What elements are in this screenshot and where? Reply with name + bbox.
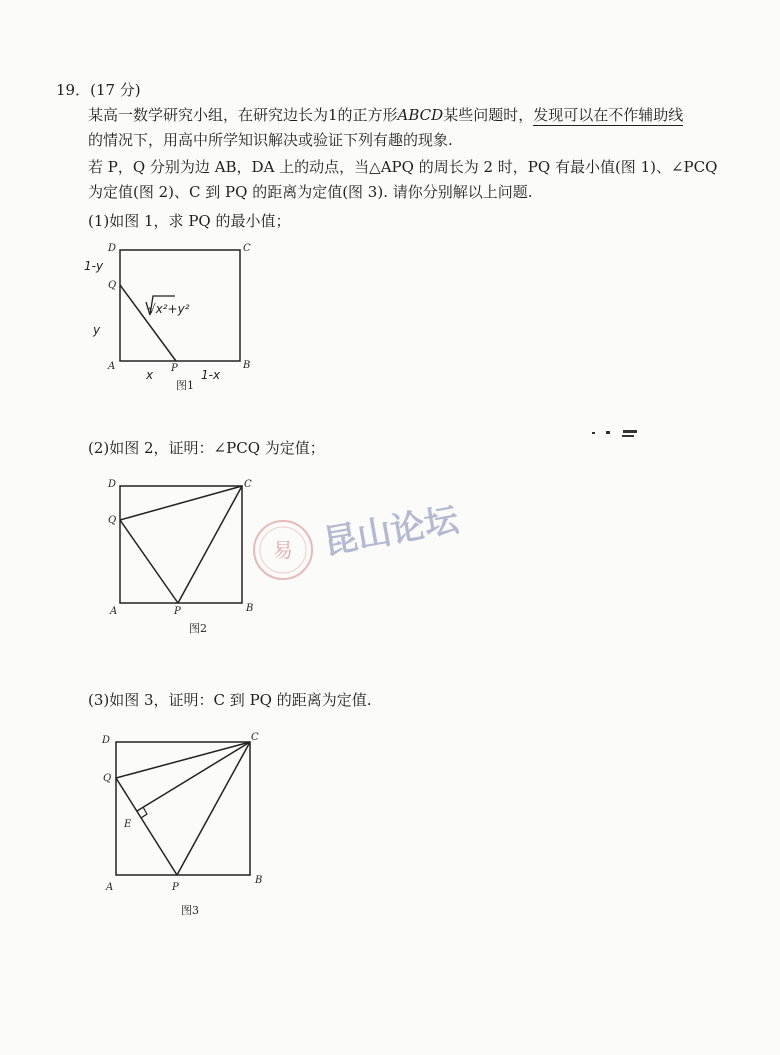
fig3-segment-qc [116,742,250,778]
watermark-seal-text: 易 [273,538,293,562]
part-1-text: (1)如图 1，求 PQ 的最小值； [88,212,291,230]
intro-text-c: 某些问题时， [443,106,534,124]
fig2-label-q: Q [108,515,117,526]
fig3-label-e: E [124,819,132,830]
fig2-segment-qp [120,520,178,603]
fig3-segment-pc [177,742,250,875]
figure-2 [120,486,242,603]
fig3-caption: 图3 [181,904,199,917]
fig1-hand-pb: 1-x [201,368,221,382]
fig1-label-q: Q [108,280,117,291]
part-2-text: (2)如图 2，证明：∠PCQ 为定值； [88,439,325,457]
fig1-label-p: P [171,363,178,374]
fig2-segment-pc [178,486,242,603]
figure-3 [116,742,250,875]
fig1-label-b: B [243,360,251,371]
fig3-label-q: Q [103,773,112,784]
fig1-label-d: D [108,243,117,254]
question-intro-line-2: 的情况下，用高中所学知识解决或验证下列有趣的现象. [88,131,453,149]
fig2-label-d: D [108,479,117,490]
fig3-segment-ce [137,742,250,811]
scan-specks [592,430,637,437]
intro-square-name: ABCD [397,106,444,124]
forum-watermark [254,500,462,579]
underlined-phrase: 发现可以在不作辅助线 [533,106,684,124]
fig2-segment-qc [120,486,242,520]
fig1-label-a: A [108,361,116,372]
fig3-label-d: D [102,735,111,746]
intro-text-a: 某高一数学研究小组，在研究边长为1的正方形 [88,106,398,124]
fig3-label-b: B [255,875,263,886]
fig2-label-b: B [246,603,254,614]
part-3-text: (3)如图 3，证明：C 到 PQ 的距离为定值. [88,691,372,709]
question-intro-line-3: 若 P，Q 分别为边 AB，DA 上的动点，当△APQ 的周长为 2 时，PQ 有最小值(图 1)、∠PCQ [88,158,718,176]
fig2-label-c: C [244,479,252,490]
fig1-caption: 图1 [176,379,194,392]
question-number: 19．(17 分) [56,81,141,99]
fig2-label-p: P [174,606,181,617]
fig2-label-a: A [110,606,118,617]
fig3-square [116,742,250,875]
watermark-text: 昆山论坛 [320,499,462,563]
fig1-hand-dq: 1-y [84,259,104,273]
fig3-label-a: A [106,882,114,893]
fig2-caption: 图2 [189,622,207,635]
fig3-label-c: C [251,732,259,743]
fig1-hand-aq: y [93,323,101,337]
fig1-hand-pq: √x²+y² [148,302,190,316]
question-intro-line-4: 为定值(图 2)、C 到 PQ 的距离为定值(图 3). 请你分别解以上问题. [88,183,533,201]
fig3-label-p: P [172,882,179,893]
fig1-label-c: C [243,243,251,254]
fig1-hand-ap: x [146,368,154,382]
